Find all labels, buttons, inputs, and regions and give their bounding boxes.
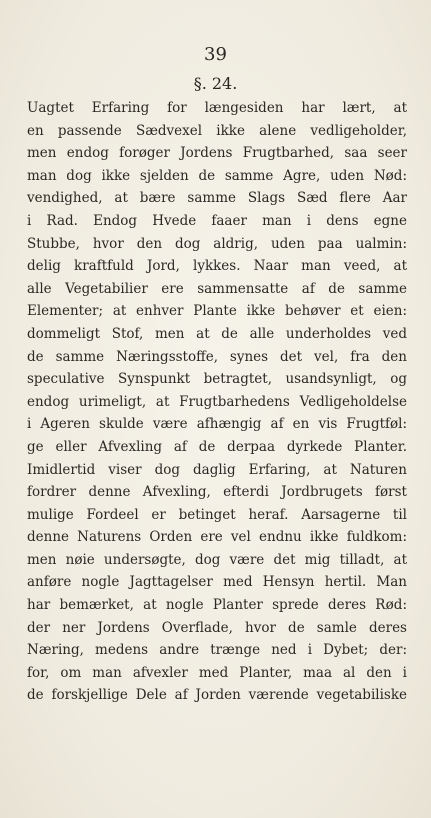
text-line: der ner Jordens Overflade, hvor de samle deres xyxy=(27,619,407,636)
text-line: Elementer; at enhver Plante ikke behøver et eien: xyxy=(27,303,407,320)
text-line: alle Vegetabilier ere sammensatte af de samme xyxy=(27,280,407,297)
text-line: vendighed, at bære samme Slags Sæd flere Aar xyxy=(27,190,407,207)
page-number: 39 xyxy=(204,44,227,65)
text-line: de forskjellige Dele af Jorden værende vegetabiliske xyxy=(27,687,407,704)
text-line: mulige Fordeel er betinget heraf. Aarsagerne til xyxy=(27,506,407,523)
text-line: har bemærket, at nogle Planter sprede deres Rød: xyxy=(27,597,407,614)
text-line: delig kraftfuld Jord, lykkes. Naar man veed, at xyxy=(27,258,407,275)
text-line: dommeligt Stof, men at de alle underholdes ved xyxy=(27,325,407,342)
text-line: Uagtet Erfaring for længesiden har lært, at xyxy=(27,100,407,116)
text-line: speculative Synspunkt betragtet, usandsynligt, og xyxy=(27,371,407,388)
section-heading: §. 24. xyxy=(193,74,238,93)
text-line: ge eller Afvexling af de derpaa dyrkede Planter. xyxy=(27,438,407,455)
body-text xyxy=(27,97,407,707)
text-line: en passende Sædvexel ikke alene vedligeholder, xyxy=(27,122,407,139)
text-line: men endog forøger Jordens Frugtbarhed, saa seer xyxy=(27,145,407,162)
text-line: for, om man afvexler med Planter, maa al den i xyxy=(27,664,407,681)
text-line: Næring, medens andre trænge ned i Dybet; der: xyxy=(27,642,407,659)
text-line: Stubbe, hvor den dog aldrig, uden paa ualmin: xyxy=(27,235,407,252)
text-line: i Ageren skulde være afhængig af en vis Frugtføl: xyxy=(27,416,407,433)
text-line: man dog ikke sjelden de samme Agre, uden Nød: xyxy=(27,167,407,184)
text-line: i Rad. Endog Hvede faaer man i dens egne xyxy=(27,212,407,229)
text-line: de samme Næringsstoffe, synes det vel, fra den xyxy=(27,348,407,365)
text-line: men nøie undersøgte, dog være det mig tilladt, at xyxy=(27,551,407,568)
text-line: fordrer denne Afvexling, efterdi Jordbrugets først xyxy=(27,484,407,501)
text-line: anføre nogle Jagttagelser med Hensyn hertil. Man xyxy=(27,574,407,591)
text-line: Imidlertid viser dog daglig Erfaring, at Naturen xyxy=(27,461,407,478)
text-line: denne Naturens Orden ere vel endnu ikke fuldkom: xyxy=(27,529,407,546)
text-line: endog urimeligt, at Frugtbarhedens Vedligeholdelse xyxy=(27,393,407,410)
